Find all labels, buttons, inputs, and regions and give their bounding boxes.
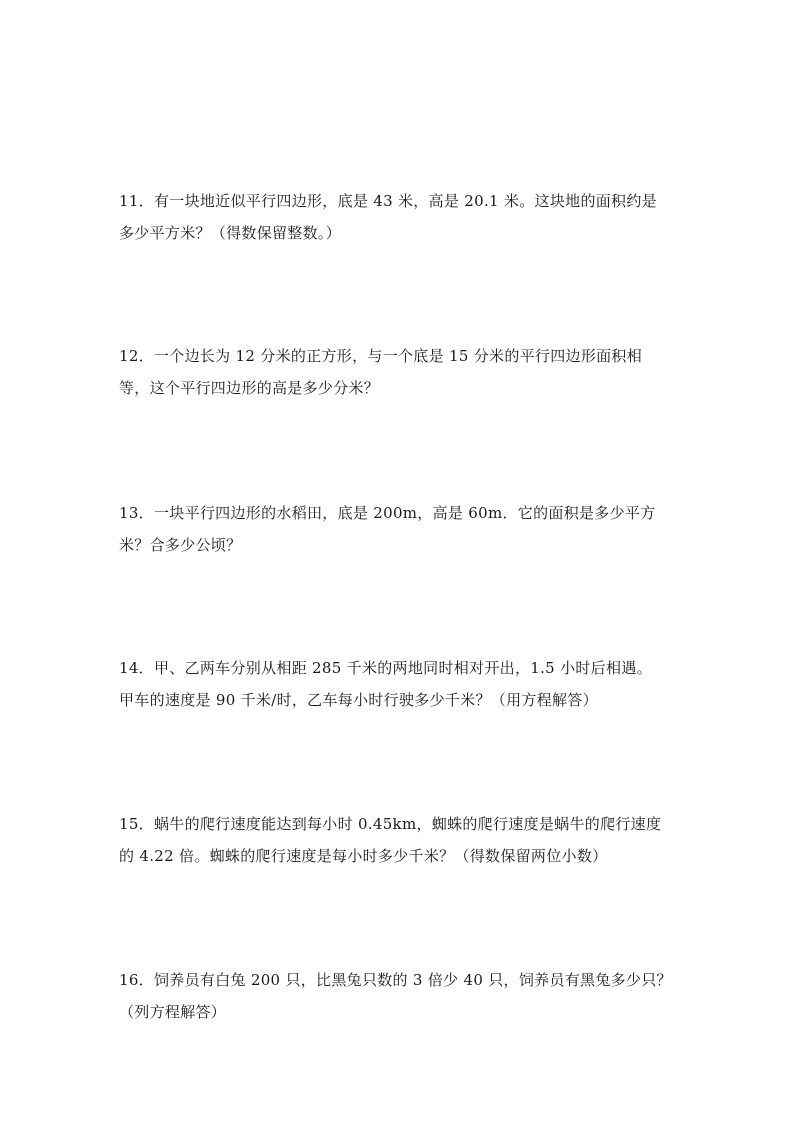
problem-14-line-2: 甲车的速度是 90 千米/时，乙车每小时行驶多少千米？（用方程解答） <box>119 691 598 709</box>
problem-13 <box>119 497 679 561</box>
problem-12-line-2: 等，这个平行四边形的高是多少分米？ <box>119 379 380 397</box>
problem-14 <box>119 652 679 716</box>
problem-15-line-1: 15．蜗牛的爬行速度能达到每小时 0.45km，蜘蛛的爬行速度是蜗牛的爬行速度 <box>119 815 662 833</box>
problem-16-line-2: （列方程解答） <box>119 1003 227 1021</box>
problem-14-line-1: 14．甲、乙两车分别从相距 285 千米的两地同时相对开出，1.5 小时后相遇。 <box>119 659 652 677</box>
problem-11-line-1: 11．有一块地近似平行四边形，底是 43 米，高是 20.1 米。这块地的面积约是 <box>119 192 657 210</box>
problem-16 <box>119 964 679 1028</box>
problem-12-line-1: 12．一个边长为 12 分米的正方形，与一个底是 15 分米的平行四边形面积相 <box>119 347 643 365</box>
problem-15-line-2: 的 4.22 倍。蜘蛛的爬行速度是每小时多少千米？（得数保留两位小数） <box>119 847 608 865</box>
problem-15 <box>119 808 679 872</box>
problem-16-line-1: 16．饲养员有白兔 200 只，比黑兔只数的 3 倍少 40 只，饲养员有黑兔多少只？ <box>119 971 672 989</box>
problem-11 <box>119 185 679 249</box>
problem-13-line-1: 13．一块平行四边形的水稻田，底是 200m，高是 60m．它的面积是多少平方 <box>119 504 656 522</box>
problem-11-line-2: 多少平方米？（得数保留整数。） <box>119 224 342 242</box>
problem-12 <box>119 340 679 404</box>
problem-13-line-2: 米？合多少公顷？ <box>119 536 242 554</box>
